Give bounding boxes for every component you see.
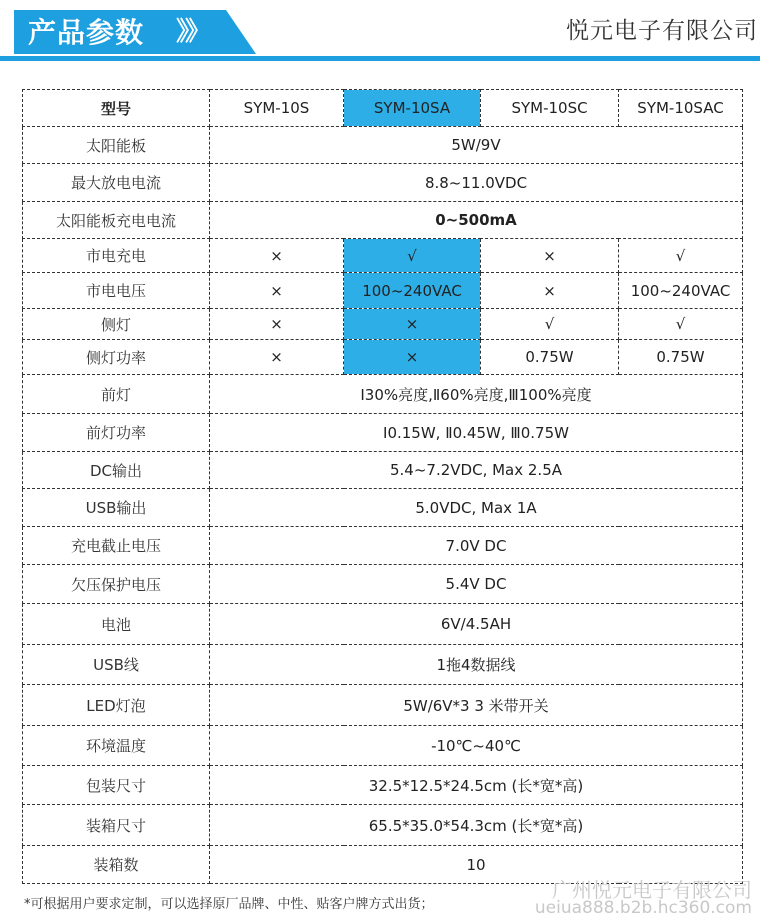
- row-label: DC输出: [23, 452, 210, 489]
- row-label: 侧灯: [23, 309, 210, 340]
- cell-value: ×: [210, 239, 344, 273]
- table-row: [23, 273, 743, 309]
- watermark-url: ueiua888.b2b.hc360.com: [534, 898, 752, 918]
- cell-value: 0.75W: [481, 340, 619, 375]
- row-value: 5.0VDC, Max 1A: [210, 489, 743, 527]
- cell-value-highlighted: ×: [344, 340, 481, 375]
- cell-value: 100~240VAC: [619, 273, 743, 309]
- row-value: 7.0V DC: [210, 527, 743, 565]
- table-row: [23, 805, 743, 846]
- double-chevron-icon: 》》: [176, 17, 208, 47]
- model-name: SYM-10SC: [481, 90, 619, 127]
- row-value: 0~500mA: [210, 202, 743, 239]
- table-row: [23, 164, 743, 202]
- cell-value-highlighted: 100~240VAC: [344, 273, 481, 309]
- section-title: 产品参数: [28, 16, 145, 49]
- row-label: 市电电压: [23, 273, 210, 309]
- row-value: 6V/4.5AH: [210, 604, 743, 645]
- row-label: 装箱尺寸: [23, 805, 210, 846]
- cell-value: ×: [210, 309, 344, 340]
- table-row: [23, 309, 743, 340]
- table-row: [23, 239, 743, 273]
- row-label: 环境温度: [23, 726, 210, 766]
- row-label: 包装尺寸: [23, 766, 210, 805]
- row-value: 5W/6V*3 3 米带开关: [210, 685, 743, 726]
- page-header: [0, 0, 760, 62]
- cell-value: ×: [481, 273, 619, 309]
- table-row: [23, 202, 743, 239]
- row-label: 电池: [23, 604, 210, 645]
- watermark-company: 广州悦元电子有限公司: [552, 878, 752, 902]
- model-name-highlighted: SYM-10SA: [344, 90, 481, 127]
- row-label: 侧灯功率: [23, 340, 210, 375]
- table-row: [23, 489, 743, 527]
- cell-value-highlighted: √: [344, 239, 481, 273]
- cell-value: ×: [210, 273, 344, 309]
- cell-value-highlighted: ×: [344, 309, 481, 340]
- row-label: LED灯泡: [23, 685, 210, 726]
- row-label: 前灯: [23, 375, 210, 414]
- footnote: *可根据用户要求定制，可以选择原厂品牌、中性、贴客户牌方式出货；: [24, 897, 434, 912]
- table-row: [23, 127, 743, 164]
- row-value: 5.4V DC: [210, 565, 743, 604]
- cell-value: √: [619, 309, 743, 340]
- table-row: [23, 604, 743, 645]
- cell-value: √: [619, 239, 743, 273]
- row-label: USB线: [23, 645, 210, 685]
- row-label: 充电截止电压: [23, 527, 210, 565]
- spec-table: [22, 89, 743, 884]
- company-name: 悦元电子有限公司: [566, 18, 758, 44]
- row-value: Ⅰ30%亮度,Ⅱ60%亮度,Ⅲ100%亮度: [210, 375, 743, 414]
- cell-value: √: [481, 309, 619, 340]
- row-value: 8.8~11.0VDC: [210, 164, 743, 202]
- row-label: 最大放电电流: [23, 164, 210, 202]
- row-label: 装箱数: [23, 846, 210, 884]
- table-row: [23, 452, 743, 489]
- cell-value: 0.75W: [619, 340, 743, 375]
- table-row: [23, 414, 743, 452]
- row-value: 5W/9V: [210, 127, 743, 164]
- row-value: 10: [210, 846, 743, 884]
- table-row: [23, 645, 743, 685]
- row-value: -10℃~40℃: [210, 726, 743, 766]
- model-header-label: 型号: [23, 90, 210, 127]
- row-value: 5.4~7.2VDC, Max 2.5A: [210, 452, 743, 489]
- row-label: 太阳能板充电电流: [23, 202, 210, 239]
- model-header-row: [23, 90, 743, 127]
- row-label: 前灯功率: [23, 414, 210, 452]
- table-row: [23, 375, 743, 414]
- table-row: [23, 565, 743, 604]
- row-value: Ⅰ0.15W, Ⅱ0.45W, Ⅲ0.75W: [210, 414, 743, 452]
- model-name: SYM-10S: [210, 90, 344, 127]
- table-row: [23, 726, 743, 766]
- table-row: [23, 766, 743, 805]
- row-label: 欠压保护电压: [23, 565, 210, 604]
- table-row: [23, 685, 743, 726]
- row-value: 32.5*12.5*24.5cm (长*宽*高): [210, 766, 743, 805]
- row-value: 65.5*35.0*54.3cm (长*宽*高): [210, 805, 743, 846]
- header-divider: [0, 56, 760, 61]
- row-label: USB输出: [23, 489, 210, 527]
- row-label: 市电充电: [23, 239, 210, 273]
- model-name: SYM-10SAC: [619, 90, 743, 127]
- cell-value: ×: [481, 239, 619, 273]
- table-row: [23, 340, 743, 375]
- table-row: [23, 527, 743, 565]
- row-label: 太阳能板: [23, 127, 210, 164]
- row-value: 1拖4数据线: [210, 645, 743, 685]
- cell-value: ×: [210, 340, 344, 375]
